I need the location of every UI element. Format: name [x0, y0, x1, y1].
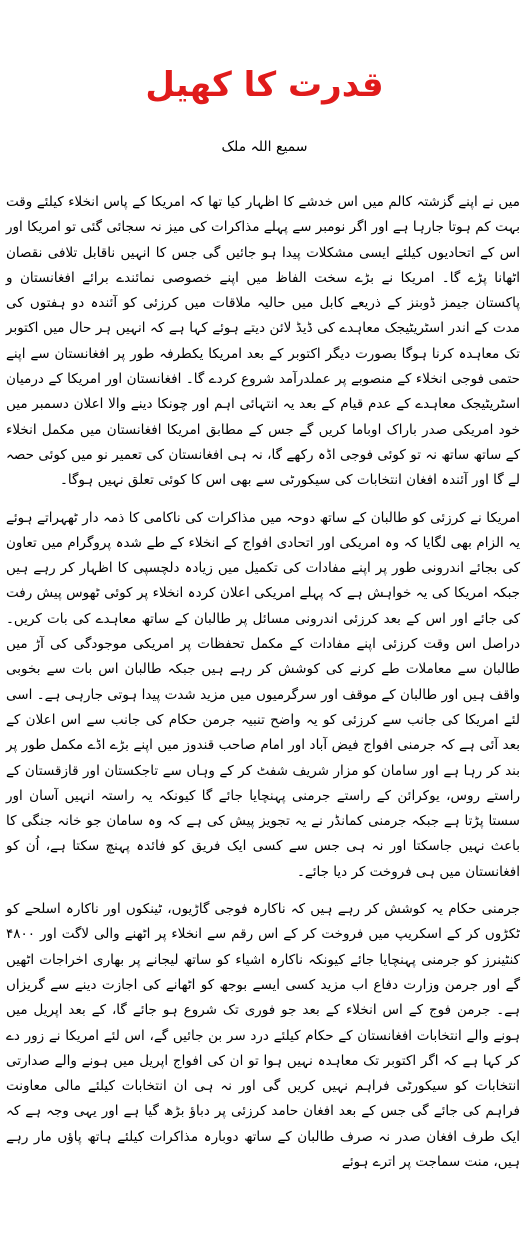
article-title: قدرت کا کھیل [145, 65, 384, 105]
paragraph: جرمنی حکام یہ کوشش کر رہے ہیں کہ ناکارہ فوجی گاڑیوں، ٹینکوں اور ناکارہ اسلحے کو ٹکڑوں کر کے اسکریپ میں فروخت کر کے اس رقم سے انخلاء پر اٹھنے والی لاگت اور ۴۸۰۰ کنٹینرز کو جرمنی پہنچایا جائے کیونکہ ناکارہ اشیاء کو ساتھ لیجانے پر بھاری اخراجات اٹھیں گے اور جرمن وزارت دفاع اب مزید کسی ایسے بوجھ کو اٹھانے کی اجازت دینے سے گریزاں ہے۔ جرمن فوج کے اس انخلاء کے بعد جو فوری تک شروع ہو جائے گا، کے بعد اپریل میں ہونے والے انتخابات افغانستان کے حکام کیلئے درد سر بن جائیں گے، اس لئے امریکا نے زور دے کر کہا ہے کہ اگر اکتوبر تک معاہدہ نہیں ہوا تو ان کی افواج اپریل میں ہونے والے صدارتی انتخابات کو سیکورٹی فراہم نہیں کریں گی اور نہ ہی ان انتخابات کیلئے مالی معاونت فراہم کی جائے گی جس کے بعد افغان حامد کرزئی پر دباؤ بڑھ گیا ہے اور یہی وجہ ہے کہ ایک طرف افغان صدر نہ صرف طالبان کے ساتھ دوبارہ مذاکرات کیلئے ہاتھ پاؤں مار رہے ہیں، منت سماجت پر اترے ہوئے [6, 901, 520, 1170]
paragraph: میں نے اپنے گزشتہ کالم میں اس خدشے کا اظہار کیا تھا کہ امریکا کے پاس انخلاء کیلئے وقت بہت کم ہوتا جارہا ہے اور اگر نومبر سے پہلے مذاکرات کی میز نہ سجائی گئی تو امریکا اور اس کے اتحادیوں کیلئے ایسی مشکلات پیدا ہو جائیں گی جس کا انہیں ناقابل تلافی نقصان اٹھانا پڑے گا۔ امریکا نے بڑے سخت الفاظ میں اپنے خصوصی نمائندے برائے افغانستان و پاکستان جیمز ڈوبنز کے ذریعے کابل میں حالیہ ملاقات میں کرزئی کو آئندہ دو ہفتوں کی مدت کے اندر اسٹریٹیجک معاہدے کی ڈیڈ لائن دیتے ہوئے کہا ہے کہ انہیں ہر حال میں اکتوبر تک معاہدہ کرنا ہوگا بصورت دیگر اکتوبر کے بعد امریکا یکطرفہ طور پر افغانستان سے اپنے حتمی فوجی انخلاء کے منصوبے پر عملدرآمد شروع کردے گا۔ افغانستان اور امریکا کے درمیان اسٹریٹیجک معاہدے کے عدم قیام کے بعد یہ انتہائی اہم اور چونکا دینے والا اعلان دسمبر میں خود امریکی صدر باراک اوباما کریں گے جس کے مطابق امریکا افغانستان میں مکمل انخلاء کے ساتھ ساتھ نہ تو کوئی فوجی اڈہ رکھے گا، نہ ہی افغانستان کی تعمیر نو میں کوئی حصہ لے گا اور آئندہ افغان انتخابات کی سیکورٹی سے بھی اس کا کوئی تعلق نہیں ہوگا۔ [6, 194, 520, 489]
paragraph: امریکا نے کرزئی کو طالبان کے ساتھ دوحہ میں مذاکرات کی ناکامی کا ذمہ دار ٹھہراتے ہوئے یہ الزام بھی لگایا کہ وہ امریکی اور اتحادی افواج کے انخلاء کے طے شدہ پروگرام میں تعاون کی بجائے اندرونی طور پر اپنے مفادات کی تکمیل میں زیادہ دلچسپی کا اظہار کر رہے ہیں جبکہ امریکا کی یہ خواہش ہے کہ پہلے امریکی اعلان کردہ انخلاء پر کوئی ٹھوس پیش رفت کی جائے اور اس کے بعد کرزئی اندرونی مسائل پر طالبان کے ساتھ معاہدے کی بات کریں۔ دراصل اس وقت کرزئی اپنے مفادات کے مکمل تحفظات پر امریکی موجودگی کی آڑ میں طالبان سے معاملات طے کرنے کی کوشش کر رہے ہیں جبکہ طالبان اس بات سے بخوبی واقف ہیں اور طالبان کے موقف اور سرگرمیوں میں مزید شدت پیدا ہوتی جارہی ہے۔ اسی لئے امریکا کی جانب سے کرزئی کو یہ واضح تنبیہ جرمن حکام کی جانب سے اس اعلان کے بعد آئی ہے کہ جرمنی افواج فیض آباد اور امام صاحب قندوز میں اپنے بڑے اڈے مکمل طور پر بند کر رہا ہے اور سامان کو مزار شریف شفٹ کر کے وہاں سے تاجکستان اور قازقستان کے راستے روس، یوکرائن کے راستے جرمنی پہنچایا جائے گا کیونکہ یہ راستہ انہیں آسان اور سستا پڑتا ہے جبکہ جرمنی کمانڈر نے یہ تجویز پیش کی ہے کہ وہ سامان جو خانہ جنگی کا باعث نہیں جاسکتا اور نہ ہی جس سے کسی ایک فریق کو فائدہ پہنچ سکتا ہے، اُن کو افغانستان میں ہی فروخت کر دیا جائے۔ [6, 509, 520, 880]
article-body [6, 190, 520, 1187]
author-byline: سمیع اللہ ملک [221, 139, 308, 155]
